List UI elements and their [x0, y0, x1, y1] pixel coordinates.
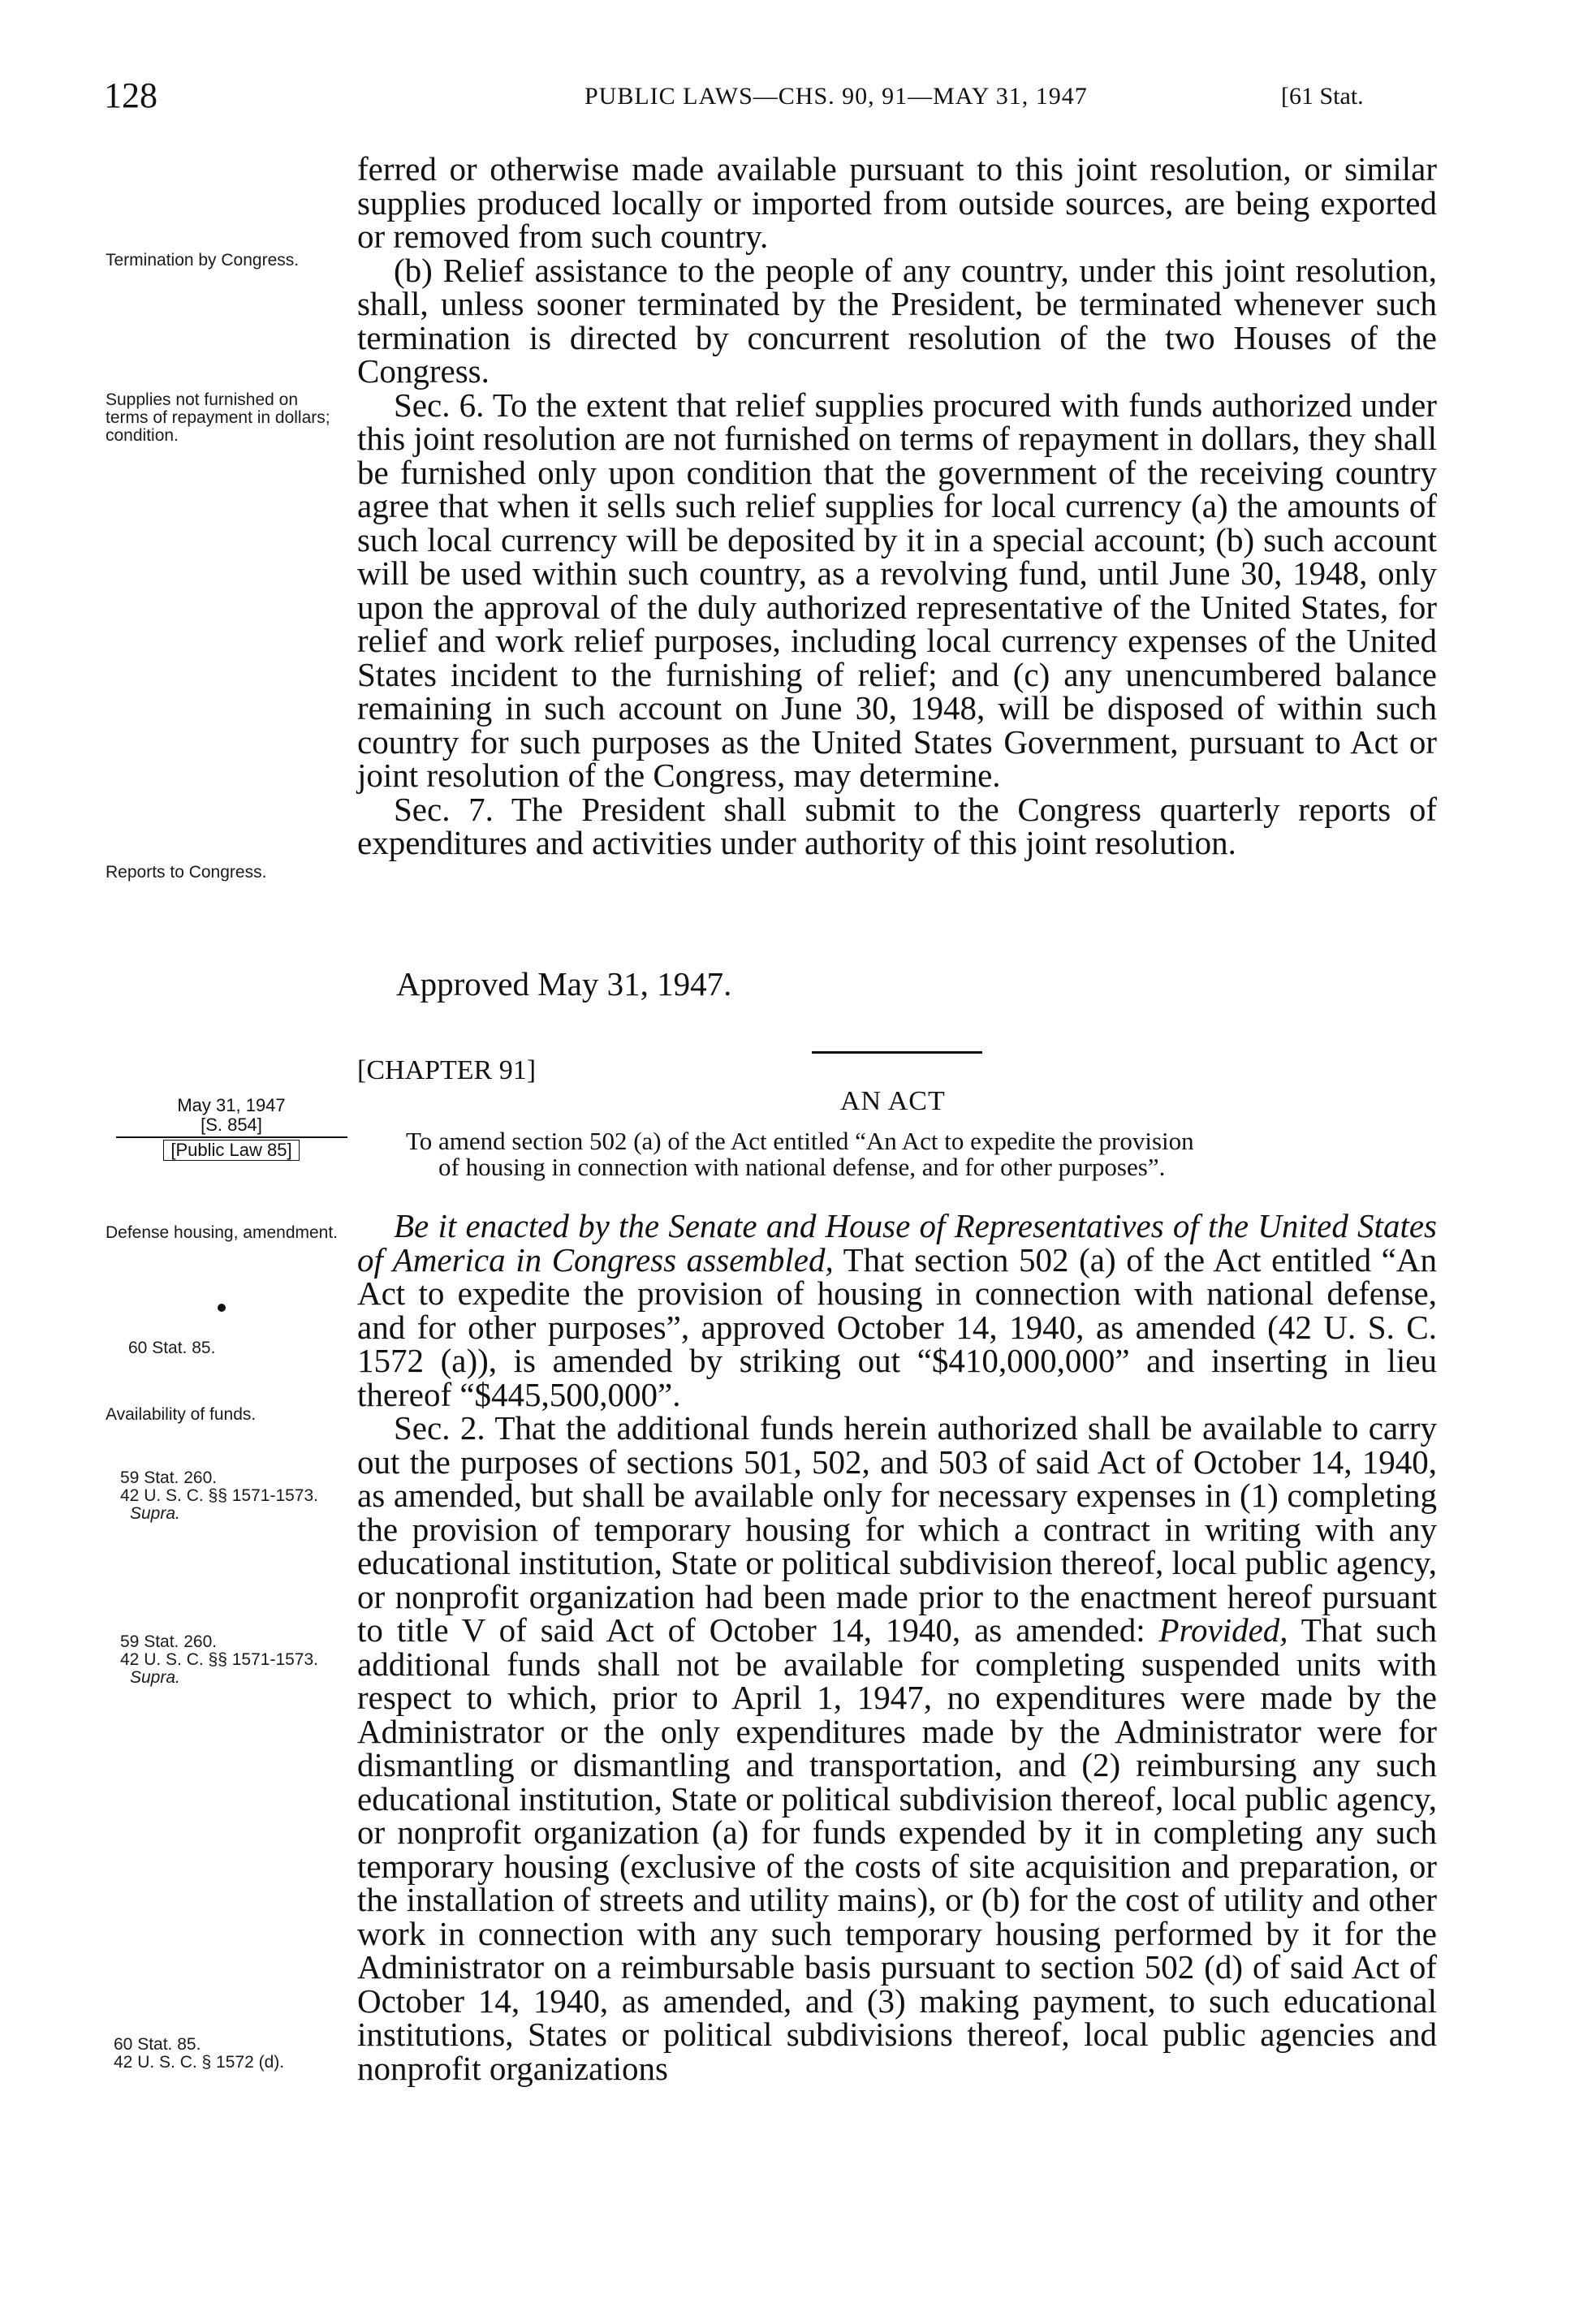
margin-note-termination: Termination by Congress.	[106, 251, 300, 270]
body-section-1	[357, 150, 1437, 861]
approval-line: Approved May 31, 1947.	[396, 965, 732, 1003]
page-number: 128	[104, 75, 157, 115]
paragraph-sec-6: Sec. 6. To the extent that relief supplies procured with funds authorized under this joint resolution are not furnished on terms of repayment in dollars, they shall be furnished only upon condition that the government of the receiving country agree that when it sells such relief supplies for local currency (a) the amounts of such local currency will be deposited by it in a special account; (b) such account will be used within such country, as a revolving fund, until June 30, 1948, only upon the approval of the duly authorized representative of the United States, for relief and work relief purposes, including local currency expenses of the United States incident to the furnishing of relief; and (c) any unencumbered balance remaining in such account on June 30, 1948, will be disposed of within such country for such purposes as the United States Government, pursuant to Act or joint resolution of the Congress, may determine.	[357, 386, 1437, 794]
margin-citation-c	[114, 2036, 357, 2072]
provided-clause: Provided,	[1158, 1611, 1288, 1649]
purpose-line-2: of housing in connection with national defense, and for other purposes”.	[438, 1153, 1166, 1181]
running-head: PUBLIC LAWS—CHS. 90, 91—MAY 31, 1947	[584, 83, 1088, 110]
heading-rule	[812, 1051, 982, 1054]
chapter-heading: [CHAPTER 91]	[357, 1055, 537, 1085]
margin-note-supplies: Supplies not furnished on terms of repayment in dollars; condition.	[106, 390, 330, 445]
act-heading: AN ACT	[840, 1086, 946, 1116]
bullet-mark	[218, 1304, 226, 1312]
divider	[116, 1136, 347, 1138]
bill-number: [S. 854]	[201, 1115, 262, 1135]
citation-usc: 42 U. S. C. § 1572 (d).	[114, 2053, 285, 2072]
margin-note-defense-housing: Defense housing, amendment.	[106, 1223, 339, 1242]
citation-stat: 59 Stat. 260.	[120, 1632, 218, 1651]
act-purpose	[406, 1128, 1445, 1180]
body-section-2	[357, 1207, 1437, 2087]
paragraph-continuation: ferred or otherwise made available pursuant to this joint resolution, or similar supplies produced locally or imported from outside sources, are being exported or removed from such country.	[357, 150, 1437, 255]
enacting-formula: Be it enacted by the Senate and House of Representatives of the United States of America in Congress assembled,	[357, 1207, 1437, 1279]
volume-reference: [61 Stat.	[1281, 83, 1364, 110]
citation-stat: 59 Stat. 260.	[120, 1468, 218, 1487]
sec-2-text-a: Sec. 2. That the additional funds herein authorized shall be available to carry out the purposes of sections 501, 502, and 503 of said Act of October 14, 1940, as amended, but shall be available only for necessary expenses in (1) completing the provision of temporary housing for which a contract in writing with any educational institution, State or political subdivision thereof, local public agency, or nonprofit organization had been made prior to the enactment hereof pursuant to title V of said Act of October 14, 1940, as amended:	[357, 1409, 1437, 1649]
margin-note-availability: Availability of funds.	[106, 1405, 257, 1424]
margin-note-reports: Reports to Congress.	[106, 863, 267, 882]
citation-supra: Supra.	[130, 1668, 180, 1687]
enacting-clause	[357, 1207, 1437, 1413]
citation-usc: 42 U. S. C. §§ 1571-1573.	[120, 1486, 318, 1505]
citation-supra: Supra.	[130, 1504, 180, 1523]
enactment-date: May 31, 1947	[177, 1095, 286, 1115]
page-header	[0, 75, 1596, 115]
purpose-line-1: To amend section 502 (a) of the Act entitled “An Act to expedite the provision	[406, 1127, 1194, 1155]
citation-usc: 42 U. S. C. §§ 1571-1573.	[120, 1650, 318, 1669]
sec-2-text-b: That such additional funds shall not be available for completing suspended units with respect to which, prior to April 1, 1947, no expenditures were made by the Administrator or the only expenditures made by the Administrator were for dismantling or dismantling and transportation, and (2) reimbursing any such educational institution, State or political subdivision thereof, local public agency, or nonprofit organization (a) for funds expended by it in completing any such temporary housing (exclusive of the costs of site acquisition and preparation, or the installation of streets and utility mains), or (b) for the cost of utility and other work in connection with any such temporary housing performed by it for the Administrator on a reimbursable basis pursuant to section 502 (d) of said Act of October 14, 1940, as amended, and (3) making payment, to such educational institutions, States or political subdivisions thereof, local public agencies and nonprofit organizations	[357, 1611, 1437, 2087]
paragraph-termination: (b) Relief assistance to the people of any country, under this joint resolution, shall, unless sooner terminated by the President, be terminated whenever such termination is directed by concurrent resolution of the two Houses of the Congress.	[357, 251, 1437, 390]
section-1-text: That section 502 (a) of the Act entitled “An Act to expedite the provision of housing in connection with national defense, and for other purposes”, approved October 14, 1940, as amended (42 U. S. C. 1572 (a)), is amended by striking out “$410,000,000” and inserting in lieu thereof “$445,500,000”.	[357, 1240, 1437, 1413]
margin-citation-b	[114, 1633, 349, 1687]
paragraph-sec-2	[357, 1409, 1437, 2087]
citation-stat: 60 Stat. 85.	[114, 2035, 201, 2054]
paragraph-sec-7: Sec. 7. The President shall submit to the Congress quarterly reports of expenditures and activities under authority of this joint resolution.	[357, 790, 1437, 861]
public-law-number: [Public Law 85]	[163, 1140, 299, 1161]
bill-citation-block	[114, 1096, 349, 1161]
margin-citation-a	[114, 1469, 349, 1523]
margin-note-stat-ref: 60 Stat. 85.	[128, 1339, 216, 1357]
